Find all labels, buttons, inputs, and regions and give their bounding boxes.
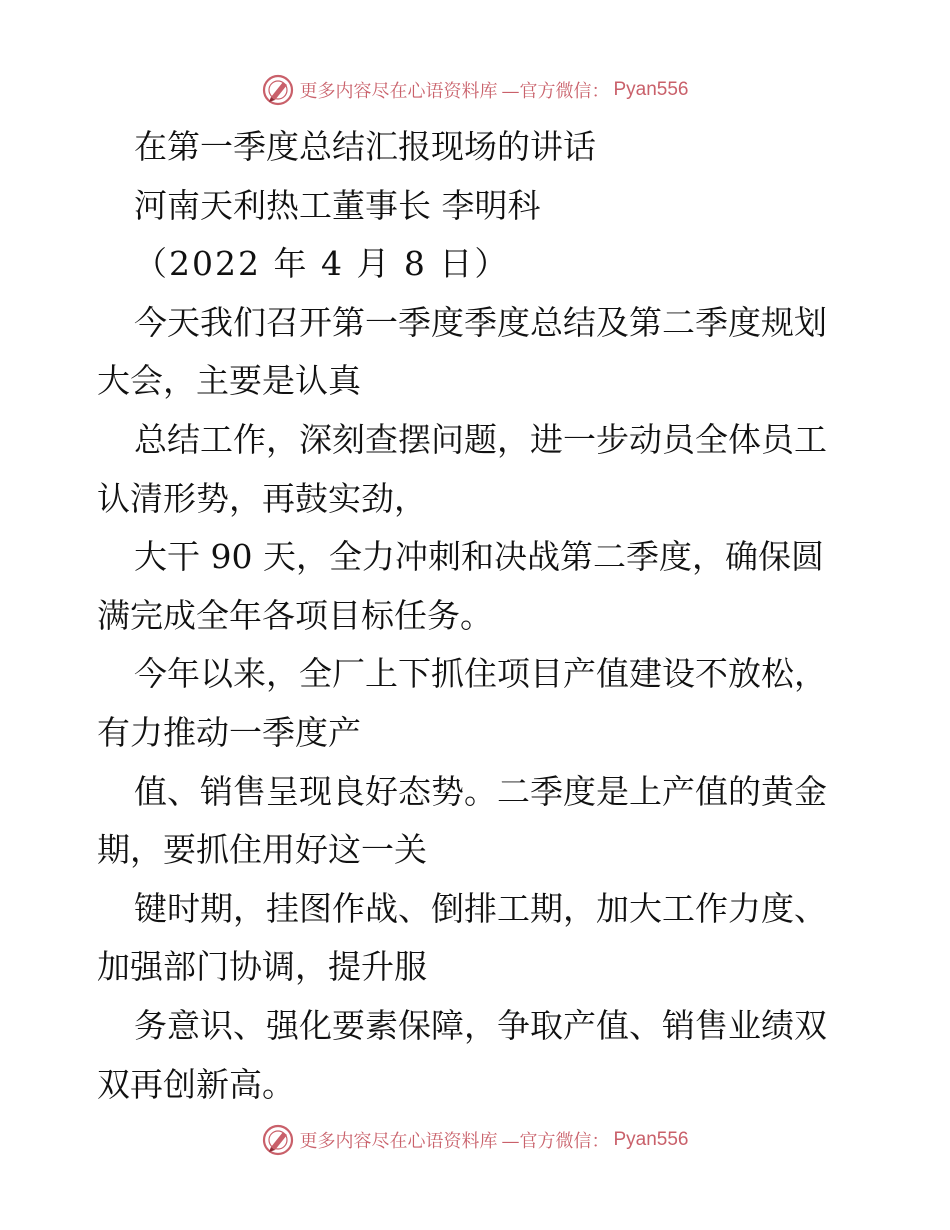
- paragraph-line: 大会，主要是认真: [97, 361, 361, 401]
- footer-banner: [0, 1120, 950, 1160]
- paragraph-line: 满完成全年各项目标任务。: [97, 595, 493, 635]
- document-title: 在第一季度总结汇报现场的讲话: [134, 127, 596, 166]
- paragraph-line: 键时期，挂图作战、倒排工期，加大工作力度、: [134, 888, 827, 928]
- footer-official-label: —官方微信：: [501, 1131, 610, 1152]
- paragraph-line: 大干 90 天，全力冲刺和决战第二季度，确保圆: [134, 537, 824, 577]
- date-line: （2022 年 4 月 8 日）: [134, 244, 510, 284]
- pen-nib-logo-icon: [261, 73, 295, 107]
- paragraph-line: 认清形势，再鼓实劲，: [97, 478, 427, 518]
- paragraph-line: 今天我们召开第一季度季度总结及第二季度规划: [134, 302, 827, 342]
- header-wechat-id: Pyan556: [613, 79, 689, 100]
- footer-brand-text: 更多内容尽在心语资料库: [299, 1131, 498, 1152]
- speech-body: [97, 118, 857, 1114]
- paragraph-line: 双再创新高。: [97, 1064, 295, 1104]
- pen-nib-logo-icon: [261, 1123, 295, 1157]
- speaker-line: 河南天利热工董事长 李明科: [134, 185, 541, 225]
- paragraph-line: 值、销售呈现良好态势。二季度是上产值的黄金: [134, 771, 827, 811]
- footer-wechat-id: Pyan556: [613, 1129, 689, 1150]
- paragraph-line: 务意识、强化要素保障，争取产值、销售业绩双: [134, 1005, 827, 1045]
- header-banner: [0, 70, 950, 110]
- paragraph-line: 今年以来，全厂上下抓住项目产值建设不放松，: [134, 654, 827, 694]
- paragraph-line: 有力推动一季度产: [97, 712, 361, 752]
- paragraph-line: 加强部门协调，提升服: [97, 947, 427, 987]
- header-brand-text: 更多内容尽在心语资料库: [299, 81, 498, 102]
- header-official-label: —官方微信：: [501, 81, 610, 102]
- paragraph-line: 总结工作，深刻查摆问题，进一步动员全体员工: [134, 419, 827, 459]
- paragraph-line: 期，要抓住用好这一关: [97, 830, 427, 870]
